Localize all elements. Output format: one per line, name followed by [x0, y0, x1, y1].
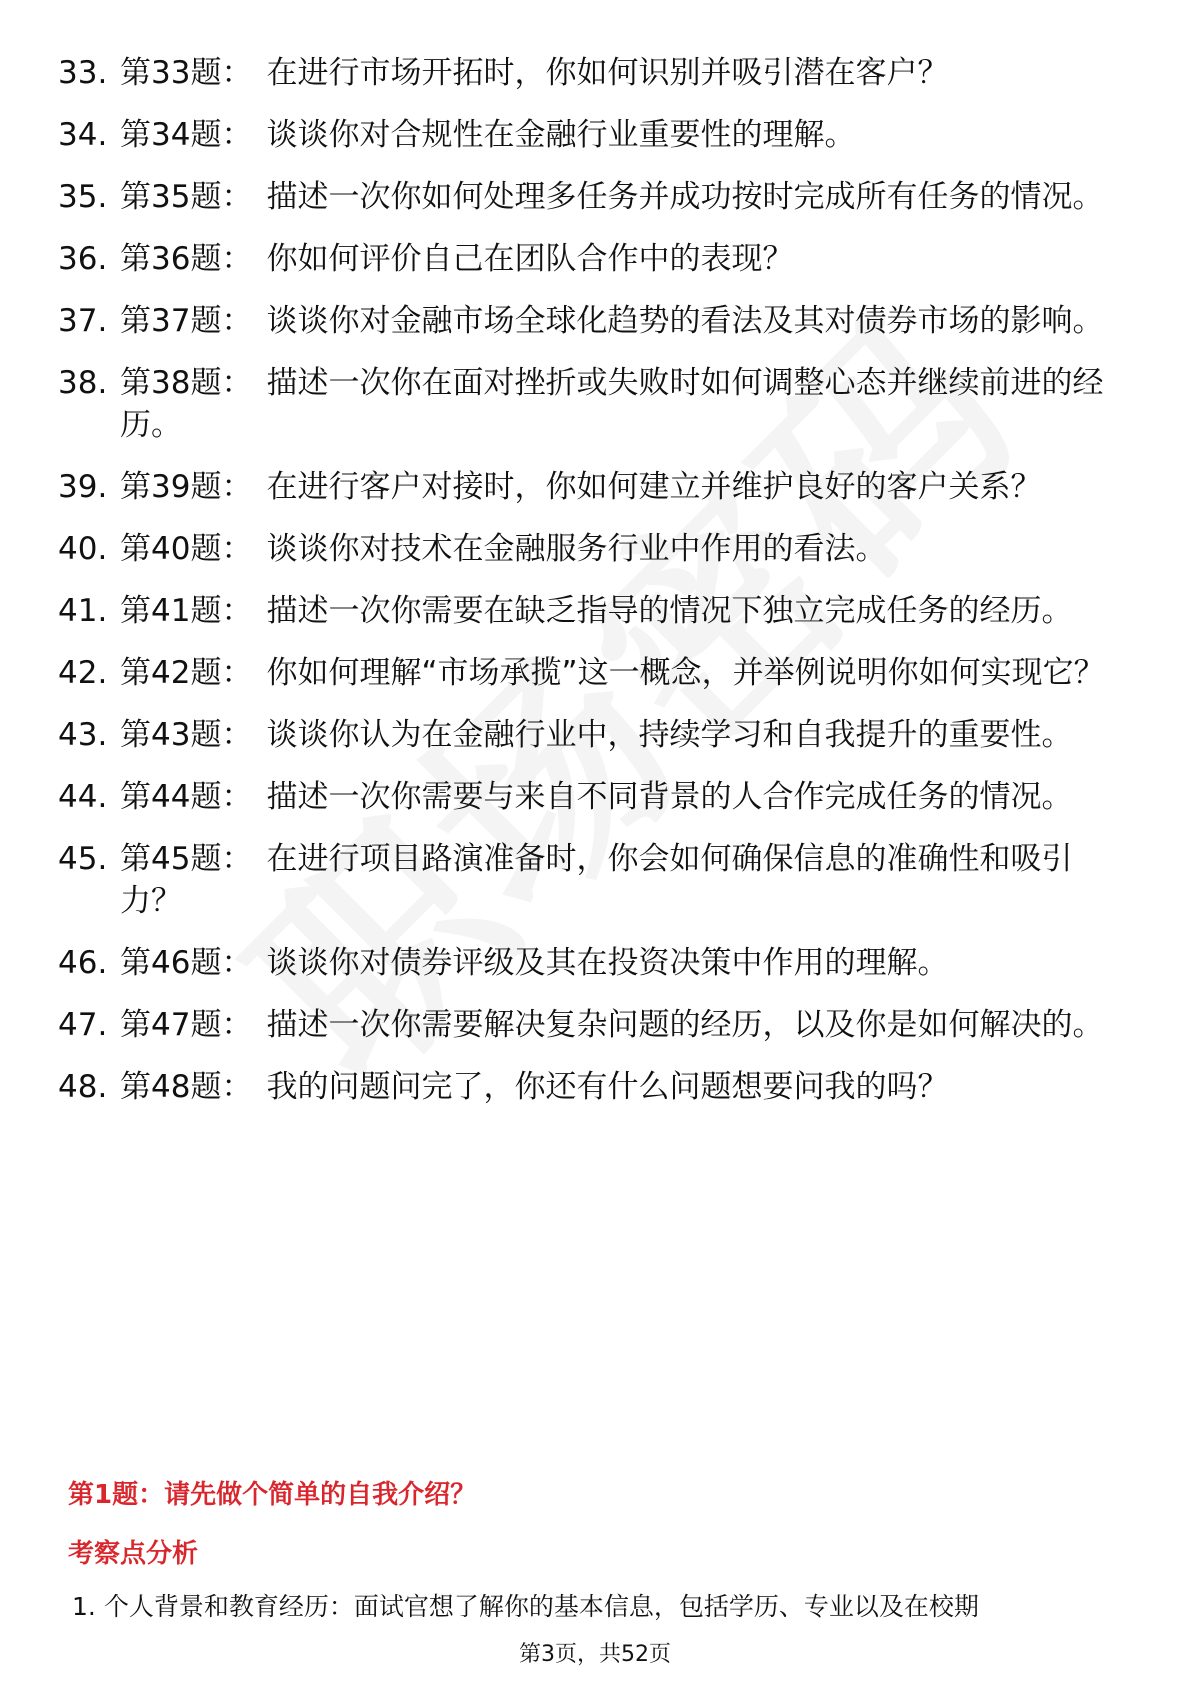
analysis-point: [72, 1590, 979, 1624]
question-number: 38.: [58, 365, 108, 401]
question-number: 42.: [58, 655, 108, 691]
analysis-point-text: 个人背景和教育经历：面试官想了解你的基本信息，包括学历、专业以及在校期: [103, 1592, 979, 1621]
question-label: 第40题：: [120, 531, 253, 567]
question-number: 35.: [58, 179, 108, 215]
question-number: 46.: [58, 945, 108, 981]
question-text: 描述一次你如何处理多任务并成功按时完成所有任务的情况。: [266, 179, 1104, 215]
question-number: 34.: [58, 117, 108, 153]
question-item: [58, 300, 1128, 342]
question-number: 41.: [58, 593, 108, 629]
question-item: [58, 714, 1128, 756]
question-item: [58, 528, 1128, 570]
analysis-heading: 考察点分析: [68, 1539, 199, 1569]
question-number: 33.: [58, 55, 108, 91]
question-item: [58, 1004, 1128, 1046]
question-label: 第43题：: [120, 717, 253, 753]
question-label: 第45题：: [120, 841, 253, 877]
analysis-point-number: 1.: [72, 1592, 96, 1621]
question-text: 谈谈你认为在金融行业中，持续学习和自我提升的重要性。: [266, 717, 1073, 753]
question-text: 在进行市场开拓时，你如何识别并吸引潜在客户？: [266, 55, 949, 91]
page-number: 第3页，共52页: [519, 1642, 671, 1667]
question-label: 第35题：: [120, 179, 253, 215]
question-text: 描述一次你在面对挫折或失败时如何调整心态并继续前进的经历。: [120, 365, 1104, 443]
question-number: 37.: [58, 303, 108, 339]
question-text: 谈谈你对技术在金融服务行业中作用的看法。: [266, 531, 887, 567]
question-label: 第33题：: [120, 55, 253, 91]
question-item: [58, 114, 1128, 156]
question-item: [58, 52, 1128, 94]
question-text: 描述一次你需要解决复杂问题的经历，以及你是如何解决的。: [266, 1007, 1104, 1043]
question-text: 在进行项目路演准备时，你会如何确保信息的准确性和吸引力？: [120, 841, 1073, 919]
question-text: 谈谈你对金融市场全球化趋势的看法及其对债券市场的影响。: [266, 303, 1104, 339]
question-item: [58, 590, 1128, 632]
question-item: [58, 942, 1128, 984]
question-number: 36.: [58, 241, 108, 277]
question-text: 描述一次你需要在缺乏指导的情况下独立完成任务的经历。: [266, 593, 1073, 629]
question-text: 我的问题问完了，你还有什么问题想要问我的吗？: [266, 1069, 949, 1105]
question-number: 44.: [58, 779, 108, 815]
question-text: 你如何理解“市场承揽”这一概念，并举例说明你如何实现它？: [266, 655, 1105, 691]
question-number: 39.: [58, 469, 108, 505]
question-label: 第37题：: [120, 303, 253, 339]
question-label: 第39题：: [120, 469, 253, 505]
question-item: [58, 652, 1128, 694]
question-item: [58, 466, 1128, 508]
question-text: 描述一次你需要与来自不同背景的人合作完成任务的情况。: [266, 779, 1073, 815]
question-item: [58, 238, 1128, 280]
question-item: [58, 838, 1128, 922]
question-label: 第36题：: [120, 241, 253, 277]
question-number: 43.: [58, 717, 108, 753]
question-label: 第46题：: [120, 945, 253, 981]
question-label: 第47题：: [120, 1007, 253, 1043]
question-number: 47.: [58, 1007, 108, 1043]
question-label: 第38题：: [120, 365, 253, 401]
question-text: 谈谈你对合规性在金融行业重要性的理解。: [266, 117, 856, 153]
question-label: 第34题：: [120, 117, 253, 153]
question-item: [58, 362, 1128, 446]
question-item: [58, 176, 1128, 218]
question-label: 第41题：: [120, 593, 253, 629]
question-number: 40.: [58, 531, 108, 567]
question-label: 第44题：: [120, 779, 253, 815]
question-number: 48.: [58, 1069, 108, 1105]
question-text: 谈谈你对债券评级及其在投资决策中作用的理解。: [266, 945, 949, 981]
question-item: [58, 1066, 1128, 1108]
answer-heading: 第1题：请先做个简单的自我介绍？: [68, 1480, 477, 1510]
question-label: 第48题：: [120, 1069, 253, 1105]
question-list: [58, 52, 1128, 1128]
question-text: 在进行客户对接时，你如何建立并维护良好的客户关系？: [266, 469, 1042, 505]
question-item: [58, 776, 1128, 818]
question-label: 第42题：: [120, 655, 253, 691]
question-number: 45.: [58, 841, 108, 877]
question-text: 你如何评价自己在团队合作中的表现？: [266, 241, 794, 277]
